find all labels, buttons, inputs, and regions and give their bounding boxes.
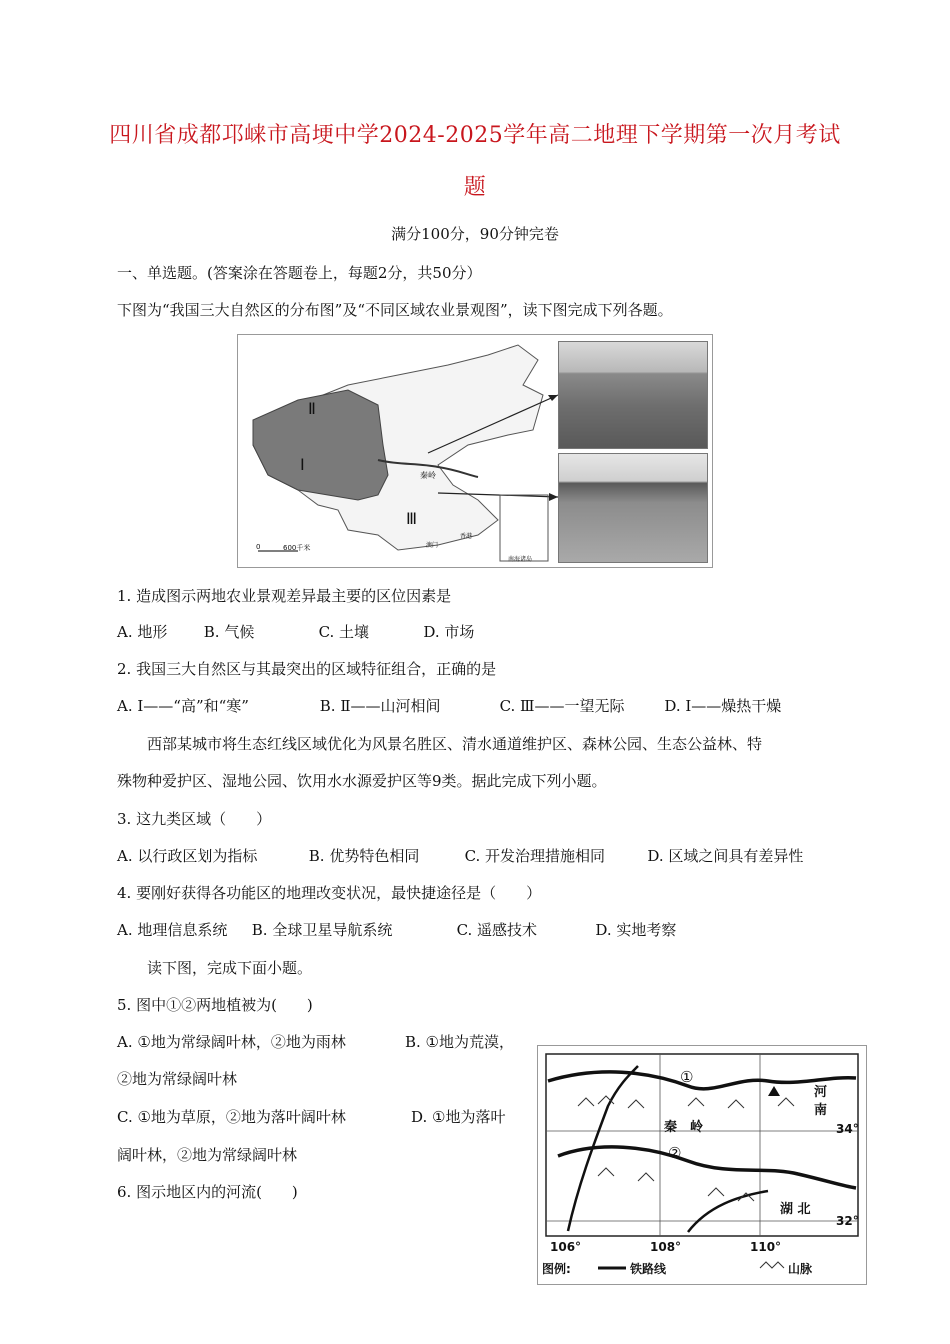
lat-34: 34° — [836, 1122, 859, 1136]
lon-110: 110° — [750, 1240, 782, 1254]
lat-32: 32° — [836, 1214, 859, 1228]
q3-option-d: D. 区域之间具有差异性 — [647, 847, 804, 865]
map-mark-2: ② — [668, 1144, 682, 1162]
q3-option-a: A. 以行政区划为指标 — [117, 847, 258, 865]
figure-qinling-map — [537, 1045, 867, 1285]
q2-option-b: B. Ⅱ——山河相间 — [319, 697, 441, 715]
label-macau: 澳门 — [426, 542, 439, 549]
q5-stem: 5. 图中①②两地植被为( ) — [117, 996, 313, 1014]
q1-option-c: C. 土壤 — [318, 623, 370, 641]
q1-stem: 1. 造成图示两地农业景观差异最主要的区位因素是 — [117, 587, 452, 605]
q5-line2: ②地为常绿阔叶林 — [117, 1070, 238, 1088]
q5-line3b: D. ①地为落叶 — [411, 1108, 506, 1126]
q4-option-c: C. 遥感技术 — [456, 921, 538, 939]
region-label-iii: Ⅲ — [406, 509, 418, 528]
region-label-ii: Ⅱ — [308, 399, 316, 418]
q1-option-d: D. 市场 — [423, 623, 475, 641]
map-label-henan: 河 南 — [814, 1085, 828, 1118]
section-heading: 一、单选题。(答案涂在答题卷上，每题2分，共50分） — [117, 264, 482, 282]
q5-line3a: C. ①地为草原，②地为落叶阔叶林 — [117, 1108, 346, 1126]
legend-label: 图例: — [542, 1262, 571, 1276]
q2-options — [117, 695, 781, 716]
q4-stem: 4. 要刚好获得各功能区的地理改变状况，最快捷途径是（ ） — [117, 884, 542, 902]
label-qinling: 秦岭 — [420, 471, 436, 480]
figure-natural-regions — [237, 334, 713, 568]
map-mark-1: ① — [680, 1068, 694, 1086]
legend-mountain: 山脉 — [788, 1262, 813, 1276]
q4-option-b: B. 全球卫星导航系统 — [251, 921, 393, 939]
map-label-hubei: 湖 北 — [780, 1202, 811, 1217]
q3-stem: 3. 这九类区域（ ） — [117, 810, 272, 828]
label-hongkong: 香港 — [460, 533, 473, 540]
lon-106: 106° — [550, 1240, 582, 1254]
q1-option-b: B. 气候 — [203, 623, 255, 641]
q4-options — [117, 919, 676, 940]
q3-options — [117, 845, 803, 866]
intro-2-line1: 西部某城市将生态红线区域优化为风景名胜区、清水通道维护区、森林公园、生态公益林、特 — [147, 735, 763, 753]
q2-option-c: C. Ⅲ——一望无际 — [499, 697, 625, 715]
intro-1: 下图为“我国三大自然区的分布图”及“不同区域农业景观图”，读下图完成下列各题。 — [117, 301, 673, 319]
legend-railway: 铁路线 — [630, 1262, 667, 1276]
q3-option-b: B. 优势特色相同 — [308, 847, 420, 865]
q5-line4: 阔叶林，②地为常绿阔叶林 — [117, 1146, 298, 1164]
label-south-sea-islands: 南海诸岛 — [508, 556, 533, 563]
page-title-line2: 题 — [463, 175, 487, 200]
photo-paddy-field — [558, 453, 708, 563]
map-label-qinling: 秦 岭 — [664, 1120, 704, 1135]
q2-stem: 2. 我国三大自然区与其最突出的区域特征组合，正确的是 — [117, 660, 497, 678]
scale-label: 600千米 — [283, 544, 311, 552]
q3-option-c: C. 开发治理措施相同 — [464, 847, 606, 865]
scale-zero: 0 — [256, 543, 261, 551]
q5-line1b: B. ①地为荒漠， — [405, 1033, 515, 1051]
photo-wheat-harvest — [558, 341, 708, 449]
q6-stem: 6. 图示地区内的河流( ) — [117, 1183, 298, 1201]
q4-option-d: D. 实地考察 — [595, 921, 677, 939]
q2-option-a: A. Ⅰ——“高”和“寒” — [117, 697, 249, 715]
subtitle: 满分100分，90分钟完卷 — [391, 225, 559, 243]
q5-line1a: A. ①地为常绿阔叶林，②地为雨林 — [117, 1033, 346, 1051]
intro-2-line2: 殊物种爱护区、湿地公园、饮用水水源爱护区等9类。据此完成下列小题。 — [117, 772, 607, 790]
region-label-i: Ⅰ — [300, 455, 305, 474]
qinling-map-svg — [538, 1046, 866, 1284]
q1-options — [117, 621, 474, 642]
q4-option-a: A. 地理信息系统 — [117, 921, 228, 939]
intro-3: 读下图，完成下面小题。 — [147, 959, 313, 977]
page-title-line1: 四川省成都邛崃市高埂中学2024-2025学年高二地理下学期第一次月考试 — [109, 123, 841, 148]
q1-option-a: A. 地形 — [117, 623, 168, 641]
lon-108: 108° — [650, 1240, 682, 1254]
q2-option-d: D. Ⅰ——燥热干燥 — [664, 697, 782, 715]
